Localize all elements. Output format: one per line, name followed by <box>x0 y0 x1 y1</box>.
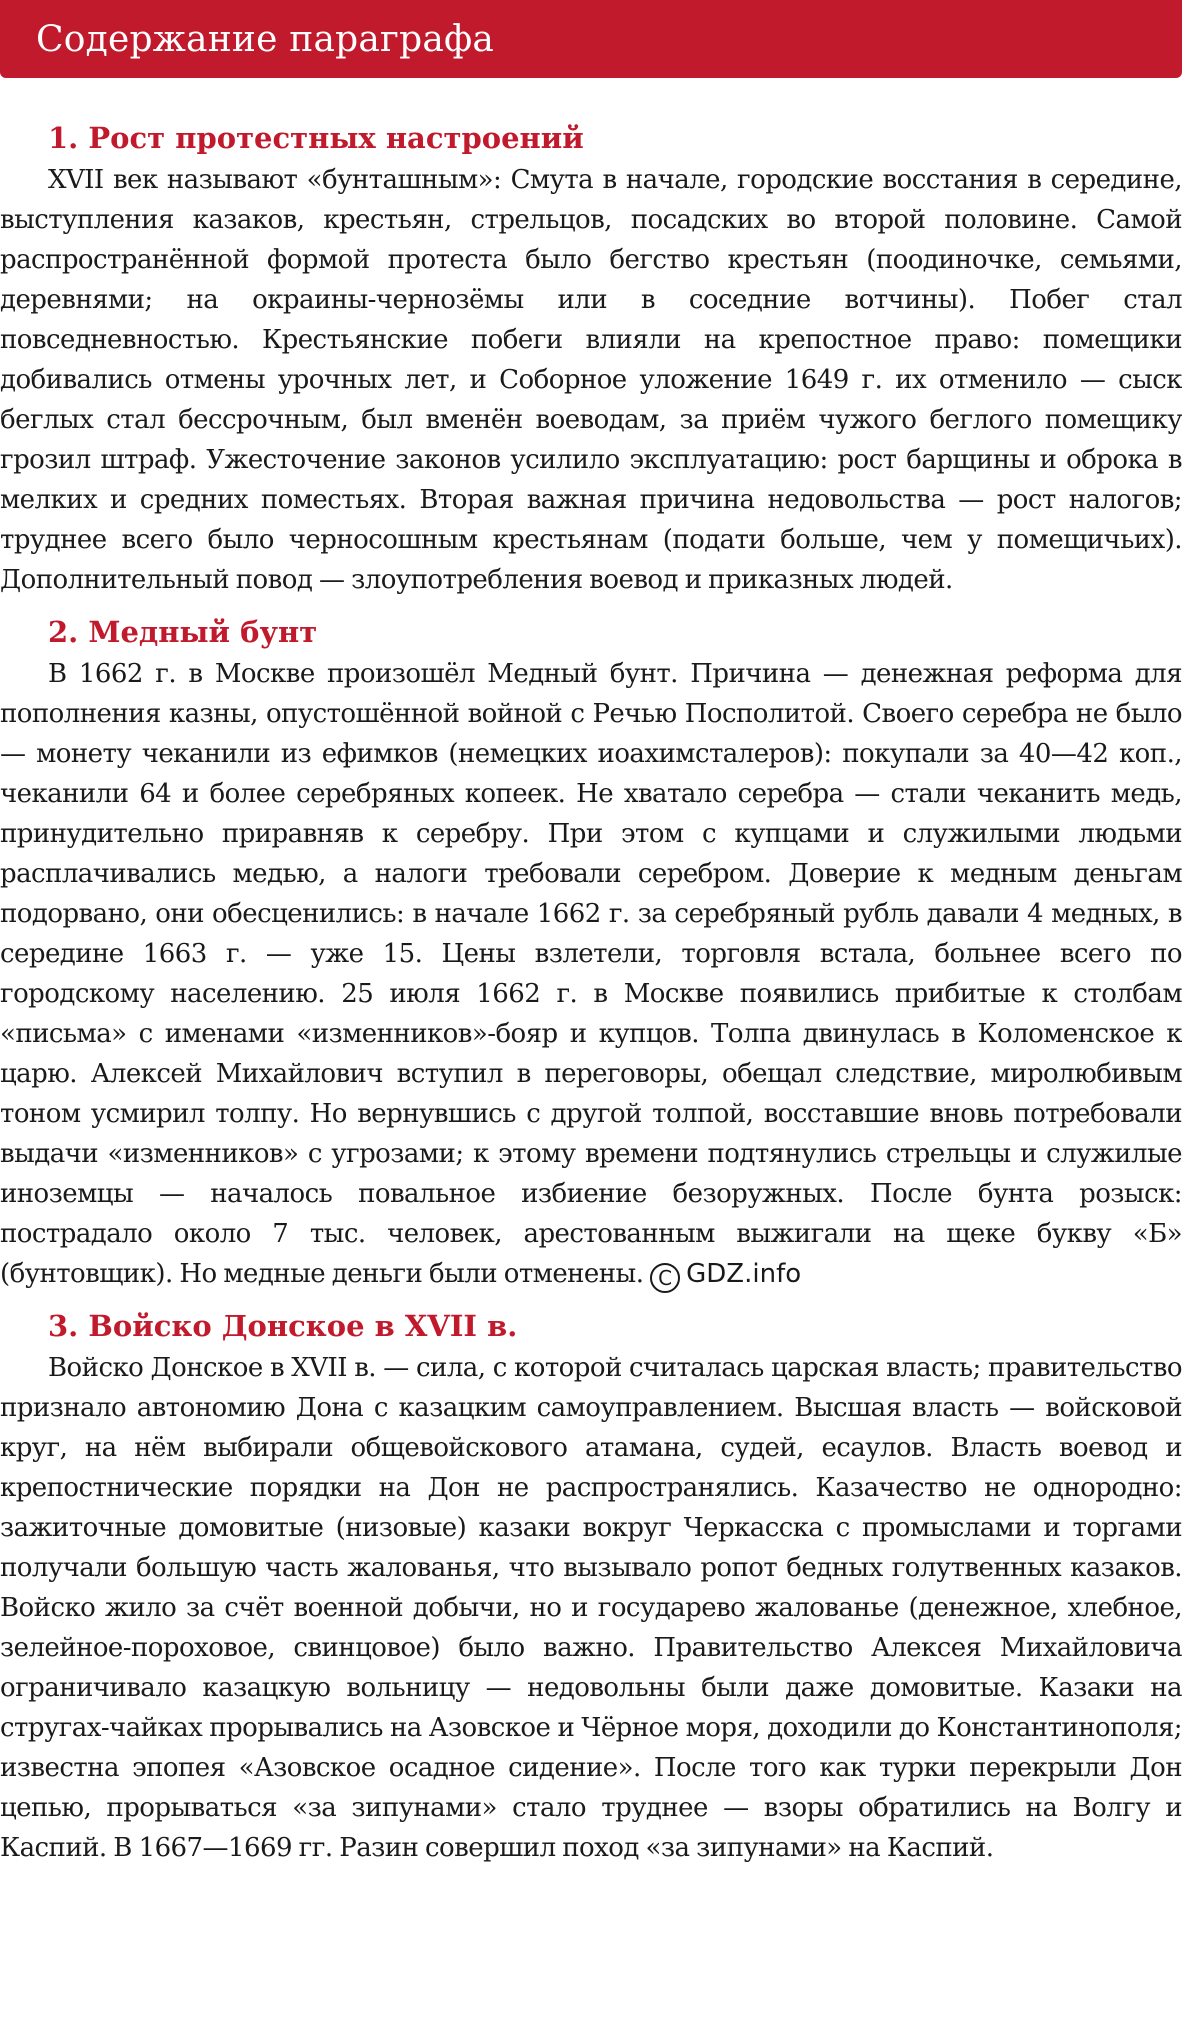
section-heading: 3. Войско Донское в XVII в. <box>48 1309 518 1343</box>
header-bar <box>0 0 1182 78</box>
copyright-icon: C <box>650 1263 680 1293</box>
section-don-host <box>0 1306 1182 1868</box>
section-heading: 1. Рост протестных настроений <box>48 121 584 155</box>
section-text: Войско Донское в XVII в. — сила, с которой считалась царская власть; правительство признало автономию Дона с казацким самоуправлением. Высшая власть — войсковой круг, на нём выбирали общевойскового атамана, судей, есаулов. Власть воевод и крепостнические порядки на Дон не распространялись. Казачество не однородно: зажиточные домовитые (низовые) казаки вокруг Черкасска с промыслами и торгами получали большую часть жалованья, что вызывало ропот бедных голутвенных казаков. Войско жило за счёт военной добычи, но и государево жалованье (денежное, хлебное, зелейное-пороховое, свинцовое) было важно. Правительство Алексея Михайловича ограничивало казацкую вольницу — недовольны были даже домовитые. Казаки на стругах-чайках прорывались на Азовское и Чёрное моря, доходили до Константинополя; известна эпопея «Азовское осадное сидение». После того как турки перекрыли Дон цепью, прорываться «за зипунами» стало труднее — взоры обратились на Волгу и Каспий. В 1667—1669 гг. Разин совершил поход «за зипунами» на Каспий. <box>0 1353 1182 1863</box>
copyright-text: GDZ.info <box>686 1259 802 1289</box>
paragraph-content <box>0 118 1182 1880</box>
section-heading: 2. Медный бунт <box>48 615 318 649</box>
section-text-body: В 1662 г. в Москве произошёл Медный бунт. Причина — денежная реформа для пополнения казны, опустошённой войной с Речью Посполитой. Своего серебра не было — монету чеканили из ефимков (немецких иоахимсталеров): покупали за 40—42 коп., чеканили 64 и более серебряных копеек. Не хватало серебра — стали чеканить медь, принудительно приравняв к серебру. При этом с купцами и служилыми людьми расплачивались медью, а налоги требовали серебром. Доверие к медным деньгам подорвано, они обесценились: в начале 1662 г. за серебряный рубль давали 4 медных, в середине 1663 г. — уже 15. Цены взлетели, торговля встала, больнее всего по городскому населению. 25 июля 1662 г. в Москве появились прибитые к столбам «письма» с именами «изменников»-бояр и купцов. Толпа двинулась в Коломенское к царю. Алексей Михайлович вступил в переговоры, обещал следствие, миролюбивым тоном усмирил толпу. Но вернувшись с другой толпой, восставшие вновь потребовали выдачи «изменников» с угрозами; к этому времени подтянулись стрельцы и служилые иноземцы — началось повальное избиение безоружных. После бунта розыск: пострадало около 7 тыс. человек, арестованным выжигали на щеке букву «Б» (бунтовщик). Но медные деньги были отменены. <box>0 659 1182 1289</box>
section-protest-moods <box>0 118 1182 600</box>
section-text: XVII век называют «бунташным»: Смута в начале, городские восстания в середине, выступления казаков, крестьян, стрельцов, посадских во второй половине. Самой распространённой формой протеста было бегство крестьян (поодиночке, семьями, деревнями; на окраины-чернозёмы или в соседние вотчины). Побег стал повседневностью. Крестьянские побеги влияли на крепостное право: помещики добивались отмены урочных лет, и Соборное уложение 1649 г. их отменило — сыск беглых стал бессрочным, был вменён воеводам, за приём чужого беглого помещику грозил штраф. Ужесточение законов усилило эксплуатацию: рост барщины и оброка в мелких и средних поместьях. Вторая важная причина недовольства — рост налогов; труднее всего было черносошным крестьянам (подати больше, чем у помещичьих). Дополнительный повод — злоупотребления воевод и приказных людей. <box>0 165 1182 595</box>
copyright-mark <box>650 1259 801 1289</box>
section-text <box>0 654 1182 1294</box>
section-copper-riot <box>0 612 1182 1294</box>
page-title: Содержание параграфа <box>36 18 495 60</box>
